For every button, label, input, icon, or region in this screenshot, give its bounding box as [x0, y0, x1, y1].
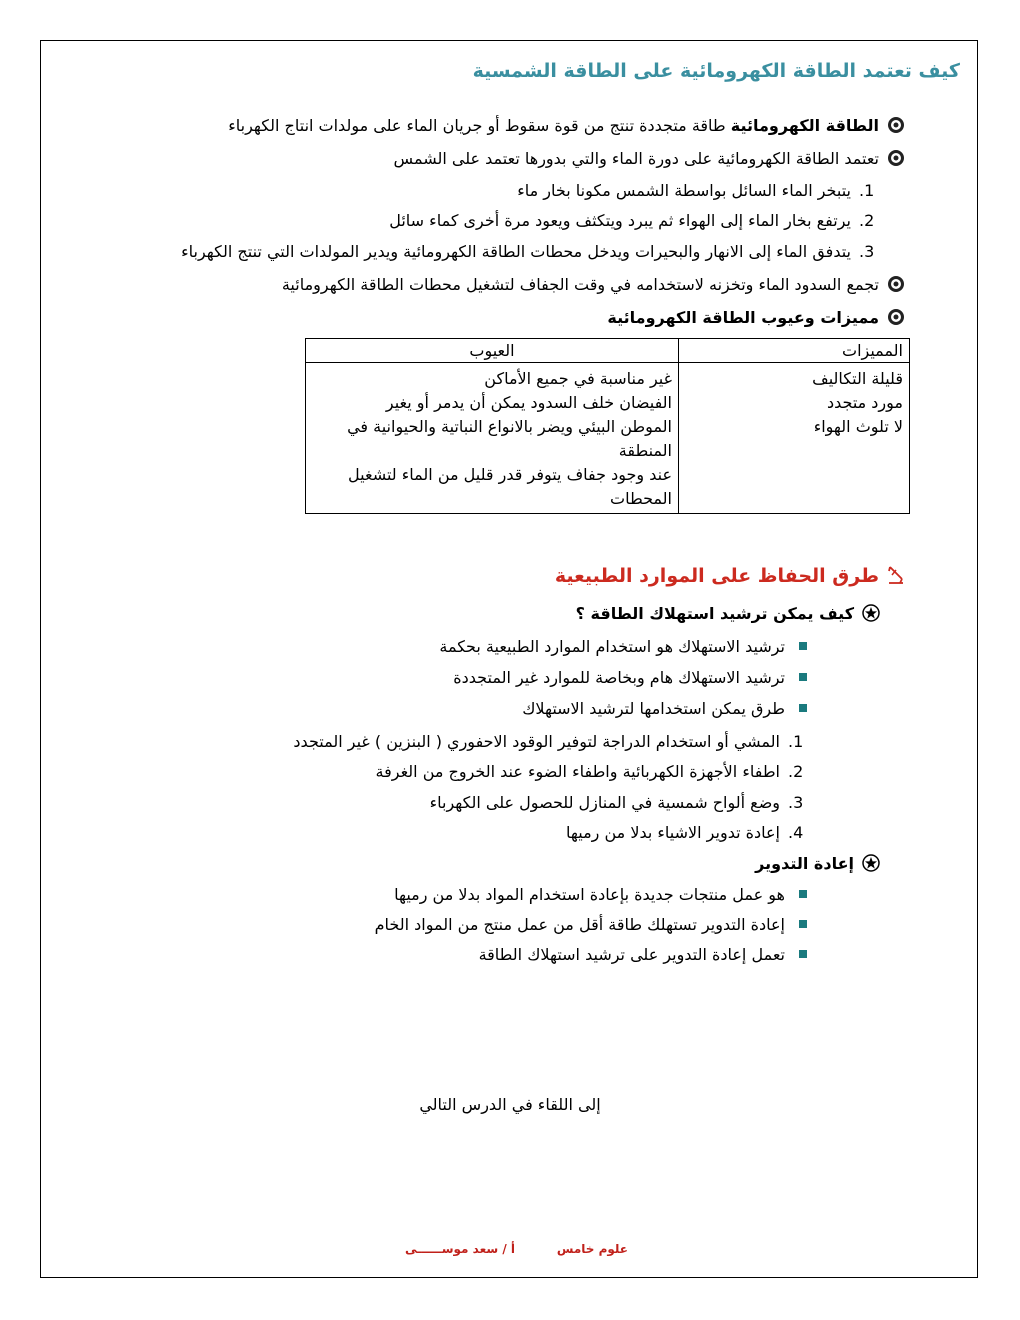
step-1	[517, 181, 905, 200]
method-text: إعادة تدوير الاشياء بدلا من رميها	[566, 823, 780, 842]
intro-item-4	[607, 308, 905, 327]
flower-bullet-icon	[887, 308, 905, 326]
table-header-row	[306, 339, 910, 363]
method-number: 3.	[788, 793, 804, 812]
advantage-item: قليلة التكاليف	[812, 369, 903, 388]
method-4	[566, 823, 808, 842]
section-heading	[555, 565, 905, 587]
method-text: المشي أو استخدام الدراجة لتوفير الوقود الاحفوري ( البنزين ) غير المتجدد	[293, 732, 780, 751]
flower-bullet-icon	[887, 116, 905, 134]
bullet-text: ترشيد الاستهلاك هو استخدام الموارد الطبيعية بحكمة	[439, 637, 785, 656]
step-number: 1.	[859, 181, 875, 200]
intro-item-1	[228, 116, 905, 135]
header-disadvantages: العيوب	[306, 339, 679, 363]
method-number: 2.	[788, 762, 804, 781]
intro-item-2	[394, 149, 905, 168]
closing-text: إلى اللقاء في الدرس التالي	[419, 1095, 601, 1114]
bullet-text: إعادة التدوير تستهلك طاقة أقل من عمل منتج من المواد الخام	[374, 915, 785, 934]
intro-item-3-text: تجمع السدود الماء وتخزنه لاستخدامه في وقت الجفاف لتشغيل محطات الطاقة الكهرومائية	[281, 275, 879, 294]
question-1-text: كيف يمكن ترشيد استهلاك الطاقة ؟	[575, 604, 854, 623]
square-bullet-icon	[799, 704, 807, 712]
square-bullet-icon	[799, 673, 807, 681]
flower-bullet-icon	[887, 275, 905, 293]
bullet-text: تعمل إعادة التدوير على ترشيد استهلاك الطاقة	[478, 945, 785, 964]
step-number: 2.	[859, 211, 875, 230]
pros-cons-table	[305, 338, 910, 514]
pencil-check-icon	[887, 565, 905, 585]
disadvantages-cell	[306, 363, 679, 514]
square-bullet-icon	[799, 642, 807, 650]
hydro-definition: طاقة متجددة تنتج من قوة سقوط أو جريان الماء على مولدات انتاج الكهرباء	[228, 116, 731, 135]
step-text: يتبخر الماء السائل بواسطة الشمس مكونا بخار ماء	[517, 181, 851, 200]
bullet-item	[522, 699, 807, 718]
footer-subject: علوم خامس	[556, 1242, 628, 1256]
question-1	[576, 604, 880, 623]
intro-item-2-text: تعتمد الطاقة الكهرومائية على دورة الماء والتي بدورها تعتمد على الشمس	[393, 149, 879, 168]
table-body-row	[306, 363, 910, 514]
bullet-item	[479, 945, 807, 964]
step-3	[181, 242, 905, 261]
disadvantage-item: الفيضان خلف السدود يمكن أن يدمر أو يغير	[385, 393, 672, 412]
question-2	[755, 854, 880, 873]
pros-cons-heading: مميزات وعيوب الطاقة الكهرومائية	[607, 308, 879, 327]
advantages-cell	[679, 363, 910, 514]
star-circle-icon	[862, 854, 880, 872]
header-advantages: المميزات	[679, 339, 910, 363]
step-text: يرتفع بخار الماء إلى الهواء ثم يبرد ويتكثف ويعود مرة أخرى كماء سائل	[389, 211, 851, 230]
step-2	[389, 211, 905, 230]
square-bullet-icon	[799, 890, 807, 898]
method-number: 1.	[788, 732, 804, 751]
disadvantage-item: الموطن البيئي ويضر بالانواع النباتية والحيوانية في المنطقة	[347, 417, 672, 460]
method-3	[430, 793, 808, 812]
method-2	[376, 762, 808, 781]
advantage-item: مورد متجدد	[826, 393, 903, 412]
bullet-item	[394, 885, 807, 904]
bullet-item	[453, 668, 807, 687]
step-text: يتدفق الماء إلى الانهار والبحيرات ويدخل محطات الطاقة الكهرومائية ويدير المولدات التي تنتج الكهرباء	[181, 242, 851, 261]
section-heading-text: طرق الحفاظ على الموارد الطبيعية	[554, 565, 879, 587]
bullet-text: هو عمل منتجات جديدة بإعادة استخدام المواد بدلا من رميها	[394, 885, 785, 904]
square-bullet-icon	[799, 950, 807, 958]
disadvantage-item: غير مناسبة في جميع الأماكن	[484, 369, 672, 388]
intro-item-3	[282, 275, 905, 294]
star-circle-icon	[862, 604, 880, 622]
flower-bullet-icon	[887, 149, 905, 167]
page-title: كيف تعتمد الطاقة الكهرومائية على الطاقة الشمسية	[472, 60, 960, 82]
bullet-text: طرق يمكن استخدامها لترشيد الاستهلاك	[522, 699, 785, 718]
advantage-item: لا تلوث الهواء	[813, 417, 903, 436]
hydro-term: الطاقة الكهرومائية	[730, 116, 879, 135]
method-text: وضع ألواح شمسية في المنازل للحصول على الكهرباء	[429, 793, 780, 812]
bullet-item	[375, 915, 807, 934]
method-1	[293, 732, 808, 751]
method-text: اطفاء الأجهزة الكهربائية واطفاء الضوء عند الخروج من الغرفة	[375, 762, 780, 781]
method-number: 4.	[788, 823, 804, 842]
step-number: 3.	[859, 242, 875, 261]
bullet-item	[439, 637, 807, 656]
square-bullet-icon	[799, 920, 807, 928]
footer-teacher: أ / سعد موســــــى	[404, 1242, 515, 1256]
bullet-text: ترشيد الاستهلاك هام وبخاصة للموارد غير المتجددة	[453, 668, 785, 687]
disadvantage-item: عند وجود جفاف يتوفر قدر قليل من الماء لتشغيل المحطات	[348, 465, 672, 508]
question-2-text: إعادة التدوير	[755, 854, 854, 873]
